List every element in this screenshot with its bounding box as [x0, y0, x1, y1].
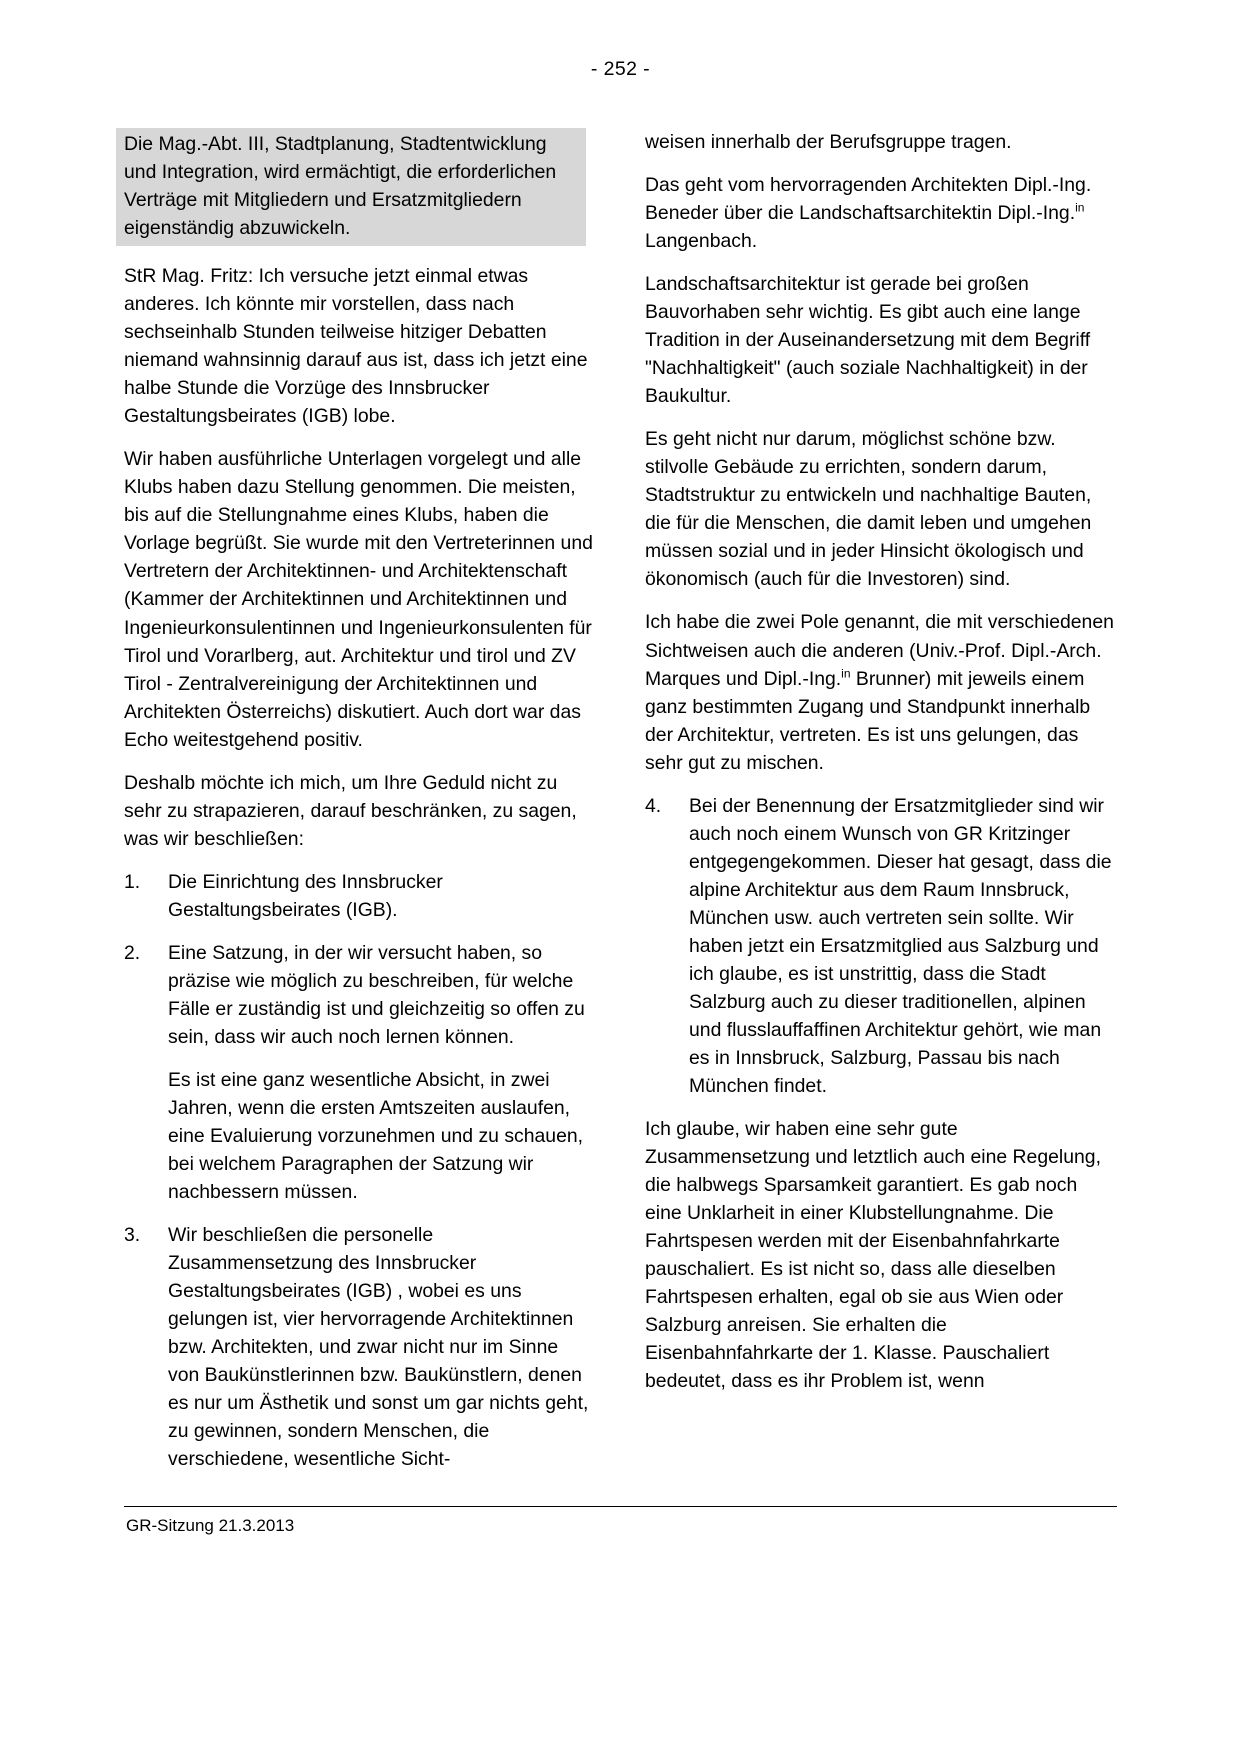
footer-label: GR-Sitzung 21.3.2013	[126, 1516, 295, 1535]
paragraph-sichtweisen: weisen innerhalb der Berufsgruppe tragen.	[645, 131, 1012, 153]
list-item-body	[168, 939, 594, 1206]
list-item-number: 2.	[124, 941, 141, 964]
numbered-list-right	[645, 792, 1117, 1100]
list-item-number: 4.	[645, 794, 662, 817]
list-item-body	[168, 1221, 594, 1473]
list-item	[124, 1221, 594, 1473]
list-item-paragraph: Es ist eine ganz wesentliche Absicht, in zwei Jahren, wenn die ersten Amtszeiten auslaufen, eine Evaluierung vorzunehmen und zu schauen, bei welchem Paragraphen der Satzung wir nachbessern müssen.	[168, 1068, 584, 1204]
two-column-body	[124, 128, 1117, 1488]
superscript-in: in	[841, 666, 851, 681]
list-item	[645, 792, 1117, 1100]
list-item-body	[689, 792, 1117, 1100]
paragraph-stadtstruktur: Es geht nicht nur darum, möglichst schöne bzw. stilvolle Gebäude zu errichten, sondern darum, Stadtstruktur zu entwickeln und nachhaltige Bauten, die für die Menschen, die damit leben und umgehen müssen sozial und in jeder Hinsicht ökologisch und ökonomisch (auch für die Investoren) sind.	[645, 428, 1092, 591]
highlighted-resolution-paragraph: Die Mag.-Abt. III, Stadtplanung, Stadtentwicklung und Integration, wird ermächtigt, die erforderlichen Verträge mit Mitgliedern und Ersatzmitgliedern eigenständig abzuwickeln.	[116, 128, 586, 246]
list-item-body	[168, 868, 594, 924]
list-item-paragraph: Eine Satzung, in der wir versucht haben, so präzise wie möglich zu beschreiben, für welche Fälle er zuständig ist und gleichzeitig so offen zu sein, dass wir auch noch lernen können.	[168, 941, 585, 1048]
paragraph-text-part: Ich habe die zwei Pole genannt, die mit verschiedenen Sichtweisen auch die anderen (Univ.-Prof. Dipl.-Arch. Marques und Dipl.-Ing.	[645, 611, 1114, 690]
paragraph-unterlagen: Wir haben ausführliche Unterlagen vorgelegt und alle Klubs haben dazu Stellung genommen. Die meisten, bis auf die Stellungnahme eines Klubs, haben die Vorlage begrüßt. Sie wurde mit den Vertreterinnen und Vertretern der Architektinnen- und Architektenschaft (Kammer der Architektinnen und Architektinnen und Ingenieurkonsulentinnen und Ingenieurkonsulenten für Tirol und Vorarlberg, aut. Architektur und tirol und ZV Tirol - Zentralvereinigung der Architektinnen und Architekten Österreichs) diskutiert. Auch dort war das Echo weitestgehend positiv.	[124, 448, 593, 751]
list-item	[124, 939, 594, 1206]
superscript-in: in	[1075, 200, 1085, 215]
paragraph-beschluss-intro: Deshalb möchte ich mich, um Ihre Geduld nicht zu sehr zu strapazieren, darauf beschränken, zu sagen, was wir beschließen:	[124, 771, 577, 850]
paragraph-landschaftsarchitektur: Landschaftsarchitektur ist gerade bei großen Bauvorhaben sehr wichtig. Es gibt auch eine lange Tradition in der Auseinandersetzung mit dem Begriff "Nachhaltigkeit" (auch soziale Nachhaltigkeit) in der Baukultur.	[645, 273, 1091, 408]
paragraph-zusammensetzung: Ich glaube, wir haben eine sehr gute Zusammensetzung und letztlich auch eine Regelung, die halbwegs Sparsamkeit garantiert. Es gab noch eine Unklarheit in einer Klubstellungnahme. Die Fahrtspesen werden mit der Eisenbahnfahrkarte pauschaliert. Es ist nicht so, dass alle dieselben Fahrtspesen erhalten, egal ob sie aus Wien oder Salzburg anreisen. Sie erhalten die Eisenbahnfahrkarte der 1. Klasse. Pauschaliert bedeutet, dass es ihr Problem ist, wenn	[645, 1118, 1101, 1393]
footer-divider	[124, 1506, 1117, 1507]
right-column	[645, 128, 1117, 1488]
paragraph-architekten	[645, 171, 1117, 255]
paragraph-zwei-pole	[645, 608, 1117, 776]
numbered-list-left	[124, 868, 594, 1474]
list-item-number: 3.	[124, 1224, 141, 1247]
left-column	[124, 128, 594, 1488]
list-item-paragraph: Wir beschließen die personelle Zusammensetzung des Innsbrucker Gestaltungsbeirates (IGB) , wobei es uns gelungen ist, vier hervorragende Architektinnen bzw. Architekten, und zwar nicht nur im Sinne von Baukünstlerinnen bzw. Baukünstlern, denen es nur um Ästhetik und sonst um gar nichts geht, zu gewinnen, sondern Menschen, die verschiedene, wesentliche Sicht-	[168, 1224, 589, 1471]
paragraph-fritz-intro: StR Mag. Fritz: Ich versuche jetzt einmal etwas anderes. Ich könnte mir vorstellen, dass nach sechseinhalb Stunden teilweise hitziger Debatten niemand wahnsinnig darauf aus ist, dass ich jetzt eine halbe Stunde die Vorzüge des Innsbrucker Gestaltungsbeirates (IGB) lobe.	[124, 265, 588, 428]
list-item-paragraph: Bei der Benennung der Ersatzmitglieder sind wir auch noch einem Wunsch von GR Kritzinger entgegengekommen. Dieser hat gesagt, dass die alpine Architektur aus dem Raum Innsbruck, München usw. auch vertreten sein sollte. Wir haben jetzt ein Ersatzmitglied aus Salzburg und ich glaube, es ist unstrittig, dass die Stadt Salzburg auch zu dieser traditionellen, alpinen und flusslauffaffinen Architektur gehört, wie man es in Innsbruck, Salzburg, Passau bis nach München findet.	[689, 794, 1112, 1097]
list-item-paragraph: Die Einrichtung des Innsbrucker Gestaltungsbeirates (IGB).	[168, 870, 443, 921]
list-item-number: 1.	[124, 870, 141, 893]
page-number: - 252 -	[590, 58, 651, 80]
paragraph-text-part: Langenbach.	[645, 230, 758, 253]
list-item	[124, 868, 594, 924]
paragraph-text-part: Das geht vom hervorragenden Architekten Dipl.-Ing. Beneder über die Landschaftsarchitektin Dipl.-Ing.	[645, 174, 1092, 225]
paragraph-text-part: Brunner) mit jeweils einem ganz bestimmten Zugang und Standpunkt innerhalb der Architektur, vertreten. Es ist uns gelungen, das sehr gut zu mischen.	[645, 667, 1091, 774]
